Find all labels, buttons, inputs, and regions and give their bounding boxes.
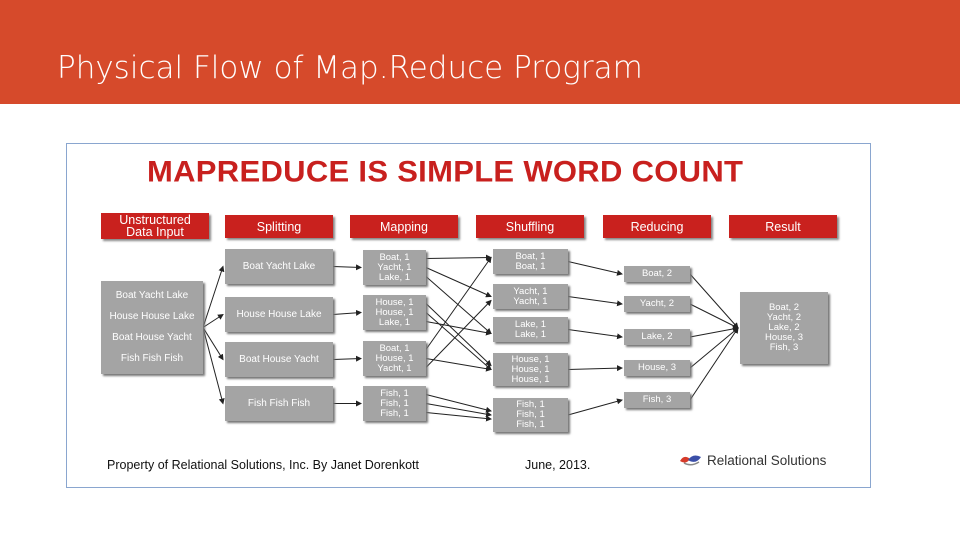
shuffle-box: Yacht, 1 Yacht, 1	[493, 284, 568, 309]
connector-arrow	[426, 258, 491, 259]
reduce-box: Boat, 2	[624, 266, 690, 282]
logo-text: Relational Solutions	[707, 452, 827, 468]
map-box: Boat, 1 Yacht, 1 Lake, 1	[363, 250, 426, 285]
stage-header-shuffling: Shuffling	[476, 215, 584, 238]
connector-arrow	[568, 297, 622, 305]
input-data-box: Boat Yacht Lake House House Lake Boat House Yacht Fish Fish Fish	[101, 281, 203, 374]
connector-arrow	[203, 328, 223, 404]
relational-solutions-logo	[679, 452, 826, 468]
stage-header-result: Result	[729, 215, 837, 238]
map-box: House, 1 House, 1 Lake, 1	[363, 295, 426, 330]
diagram-title: MAPREDUCE IS SIMPLE WORD COUNT	[147, 154, 744, 189]
connector-arrow	[426, 322, 491, 334]
split-box: Boat Yacht Lake	[225, 249, 333, 284]
connector-arrow	[426, 395, 491, 412]
result-box: Boat, 2 Yacht, 2 Lake, 2 House, 3 Fish, 3	[740, 292, 828, 364]
connector-arrow	[426, 277, 491, 334]
stage-header-unstructured: Unstructured Data Input	[101, 213, 209, 239]
shuffle-box: Lake, 1 Lake, 1	[493, 317, 568, 342]
logo-icon	[679, 452, 703, 468]
connector-arrow	[203, 315, 223, 328]
connector-arrow	[568, 262, 622, 275]
stage-header-reducing: Reducing	[603, 215, 711, 238]
connector-arrow	[690, 304, 738, 328]
stage-header-splitting: Splitting	[225, 215, 333, 238]
connector-arrow	[690, 274, 738, 328]
diagram-frame	[66, 143, 871, 488]
map-box: Fish, 1 Fish, 1 Fish, 1	[363, 386, 426, 421]
connector-arrow	[426, 301, 491, 368]
slide-title: Physical Flow of Map.Reduce Program	[57, 50, 643, 86]
reduce-box: House, 3	[624, 360, 690, 376]
reduce-box: Lake, 2	[624, 329, 690, 345]
connector-arrow	[203, 267, 223, 328]
connector-arrow	[333, 313, 361, 315]
connector-arrow	[426, 359, 491, 370]
connector-arrow	[690, 328, 738, 337]
footer-date: June, 2013.	[525, 458, 591, 472]
connector-arrow	[568, 400, 622, 415]
split-box: House House Lake	[225, 297, 333, 332]
split-box: Boat House Yacht	[225, 342, 333, 377]
reduce-box: Yacht, 2	[624, 296, 690, 312]
shuffle-box: House, 1 House, 1 House, 1	[493, 353, 568, 386]
connector-arrow	[333, 267, 361, 268]
shuffle-box: Boat, 1 Boat, 1	[493, 249, 568, 274]
connector-arrow	[333, 359, 361, 360]
connector-arrow	[426, 313, 491, 370]
stage-header-mapping: Mapping	[350, 215, 458, 238]
split-box: Fish Fish Fish	[225, 386, 333, 421]
connector-arrow	[568, 368, 622, 370]
shuffle-box: Fish, 1 Fish, 1 Fish, 1	[493, 398, 568, 432]
connector-arrow	[426, 258, 491, 350]
title-band	[0, 0, 960, 104]
connector-arrow	[690, 328, 738, 368]
connector-arrow	[203, 328, 223, 360]
footer-property: Property of Relational Solutions, Inc. By Janet Dorenkott	[107, 458, 419, 472]
reduce-box: Fish, 3	[624, 392, 690, 408]
map-box: Boat, 1 House, 1 Yacht, 1	[363, 341, 426, 376]
connector-arrow	[568, 330, 622, 338]
connector-arrow	[690, 328, 738, 400]
